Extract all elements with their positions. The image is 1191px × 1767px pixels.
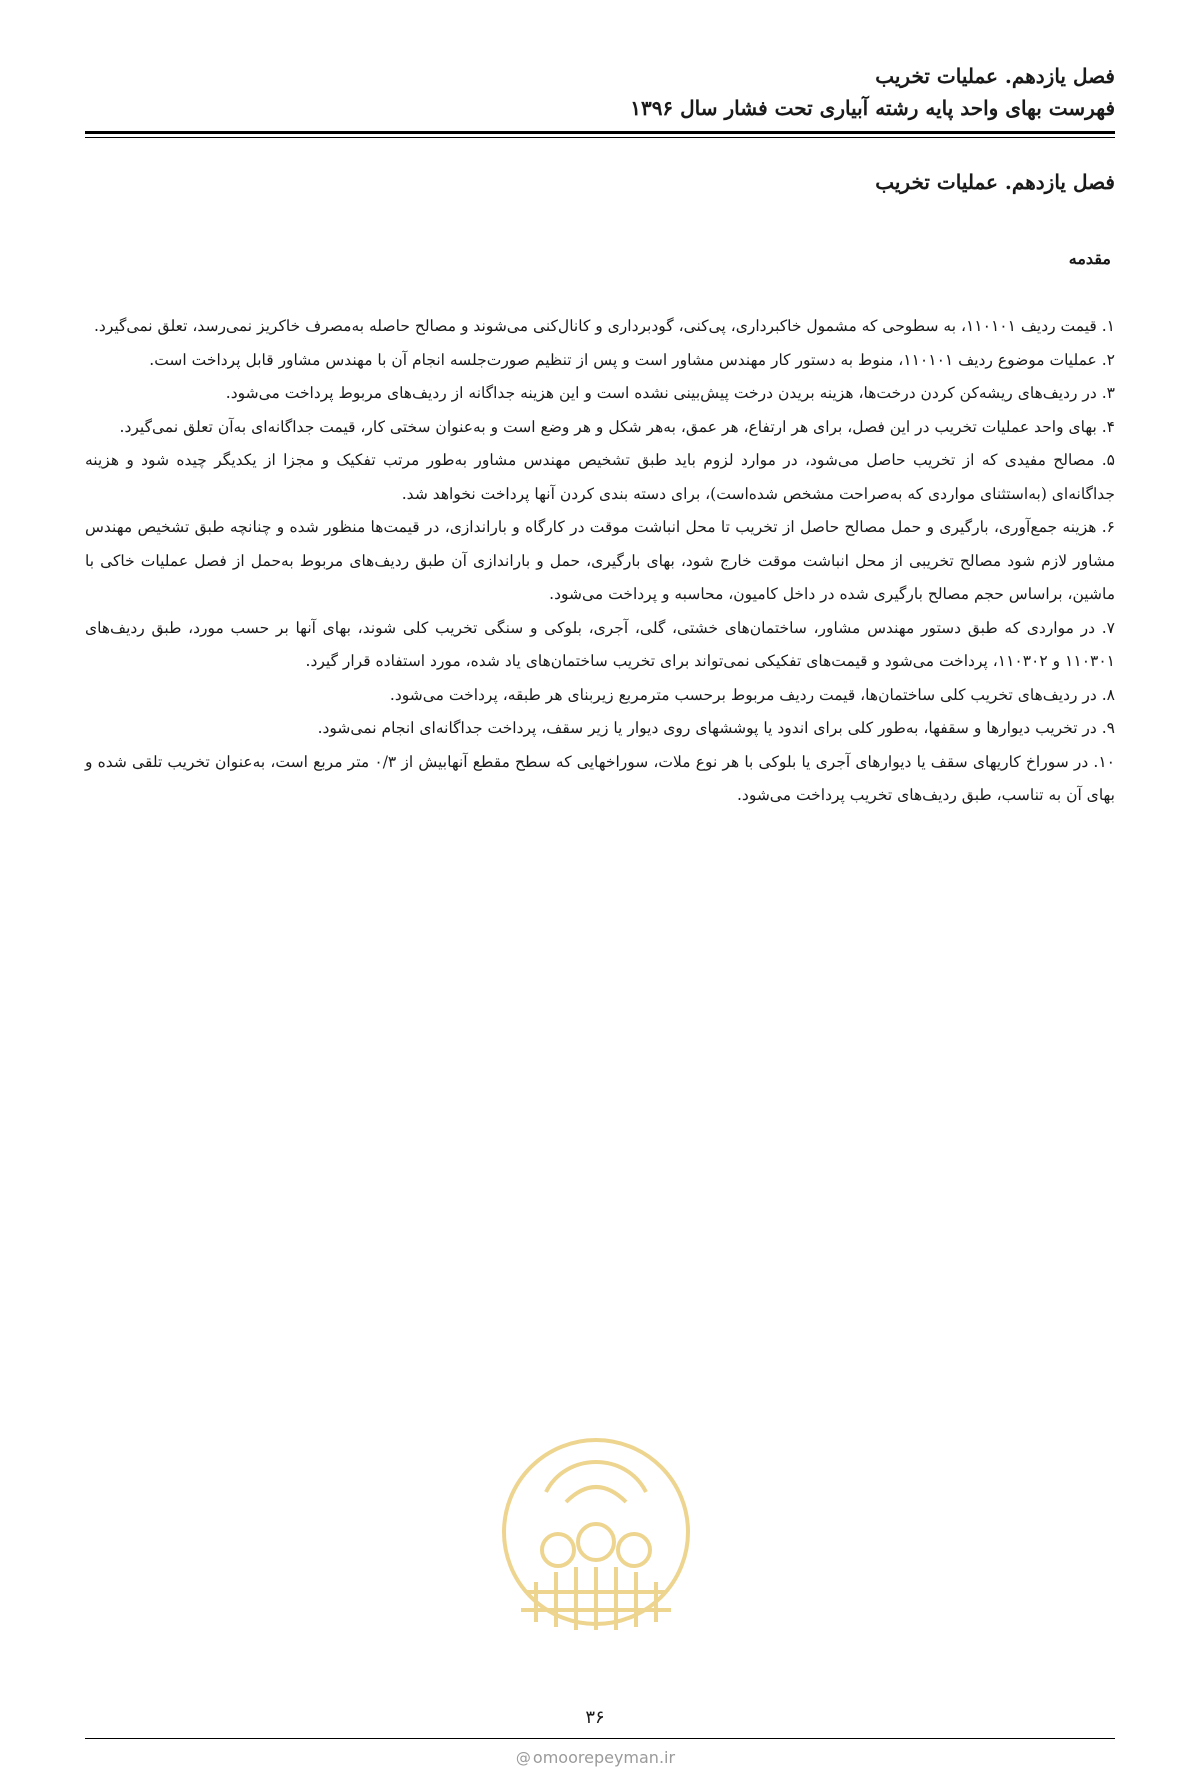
footer-site-text: omoorepeyman.ir (532, 1748, 676, 1767)
running-header (85, 60, 1115, 124)
paragraph-2: ۲. عملیات موضوع ردیف ۱۱۰۱۰۱، منوط به دستور کار مهندس مشاور است و پس از تنظیم صورت‌جلسه انجام آن با مهندس مشاور قابل پرداخت است. (149, 350, 1115, 369)
footer-site (0, 1748, 1191, 1767)
page-number: ۳۶ (585, 1707, 605, 1728)
seal-graphic (496, 1432, 696, 1632)
omoorepeyman-seal-icon (496, 1432, 696, 1632)
footer-rule (85, 1738, 1115, 1739)
section-title: فصل یازدهم. عملیات تخریب (875, 170, 1115, 194)
paragraph-9: ۹. در تخریب دیوارها و سقفها، به‌طور کلی برای اندود یا پوششهای روی دیوار یا زیر سقف، پرداخت جداگانه‌ای انجام نمی‌شود. (317, 719, 1115, 737)
paragraph-8: ۸. در ردیف‌های تخریب کلی ساختمان‌ها، قیمت ردیف مربوط برحسب مترمربع زیربنای هر طبقه، پرداخت می‌شود. (389, 685, 1115, 704)
header-document-title: فهرست بهای واحد پایه رشته آبیاری تحت فشار سال ۱۳۹۶ (630, 96, 1115, 120)
body-text (85, 310, 1115, 813)
intro-heading: مقدمه (1068, 249, 1111, 268)
paragraph-5: ۵. مصالح مفیدی که از تخریب حاصل می‌شود، در موارد لزوم باید طبق تشخیص مهندس مشاور به‌طور مرتب تفکیک و مجزا از یکدیگر چیده شود و هزینه جداگانه‌ای (به‌استثنای مواردی که به‌صراحت مشخص شده‌است)، برای دسته بندی کردن آنها پرداخت نخواهد شد. (85, 451, 1115, 503)
paragraph-7: ۷. در مواردی که طبق دستور مهندس مشاور، ساختمان‌های خشتی، گلی، آجری، بلوکی و سنگی تخریب کلی شوند، بهای آنها بر حسب مورد، طبق ردیف‌های ۱۱۰۳۰۱ و ۱۱۰۳۰۲، پرداخت می‌شود و قیمت‌های تفکیکی نمی‌تواند برای تخریب ساختمان‌های یاد شده، مورد استفاده قرار گیرد. (85, 618, 1115, 670)
paragraph-6: ۶. هزینه جمع‌آوری، بارگیری و حمل مصالح حاصل از تخریب تا محل انباشت موقت در کارگاه و باراندازی، در قیمت‌ها منظور شده و چنانچه طبق تشخیص مهندس مشاور لازم شود مصالح تخریبی از محل انباشت موقت خارج شود، بهای بارگیری، حمل و باراندازی آن طبق ردیف‌های مربوط به‌حمل از فصل عملیات خاکی با ماشین، براساس حجم مصالح بارگیری شده در داخل کامیون، محاسبه و پرداخت می‌شود. (85, 518, 1115, 603)
at-icon: @ (515, 1749, 531, 1767)
paragraph-4: ۴. بهای واحد عملیات تخریب در این فصل، برای هر ارتفاع، هر عمق، به‌هر شکل و هر وضع است و به‌عنوان سختی کار، قیمت جداگانه‌ای به‌آن تعلق نمی‌گیرد. (119, 417, 1115, 436)
header-rule-thin (85, 137, 1115, 138)
paragraph-1: ۱. قیمت ردیف ۱۱۰۱۰۱، به سطوحی که مشمول خاکبرداری، پی‌کنی، گودبرداری و کانال‌کنی می‌شوند و مصالح حاصله به‌مصرف خاکریز نمی‌رسد، تعلق نمی‌گیرد. (93, 317, 1115, 335)
header-rule-thick (85, 131, 1115, 134)
header-chapter-title: فصل یازدهم. عملیات تخریب (875, 64, 1115, 88)
paragraph-10: ۱۰. در سوراخ کاریهای سقف یا دیوارهای آجری یا بلوکی با هر نوع ملات، سوراخهایی که سطح مقطع آنهابیش از ۰/۳ متر مربع است، به‌عنوان تخریب تلقی شده و بهای آن به تناسب، طبق ردیف‌های تخریب پرداخت می‌شود. (85, 752, 1115, 804)
paragraph-3: ۳. در ردیف‌های ریشه‌کن کردن درخت‌ها، هزینه بریدن درخت پیش‌بینی نشده است و این هزینه جداگانه از ردیف‌های مربوط پرداخت می‌شود. (225, 384, 1115, 402)
